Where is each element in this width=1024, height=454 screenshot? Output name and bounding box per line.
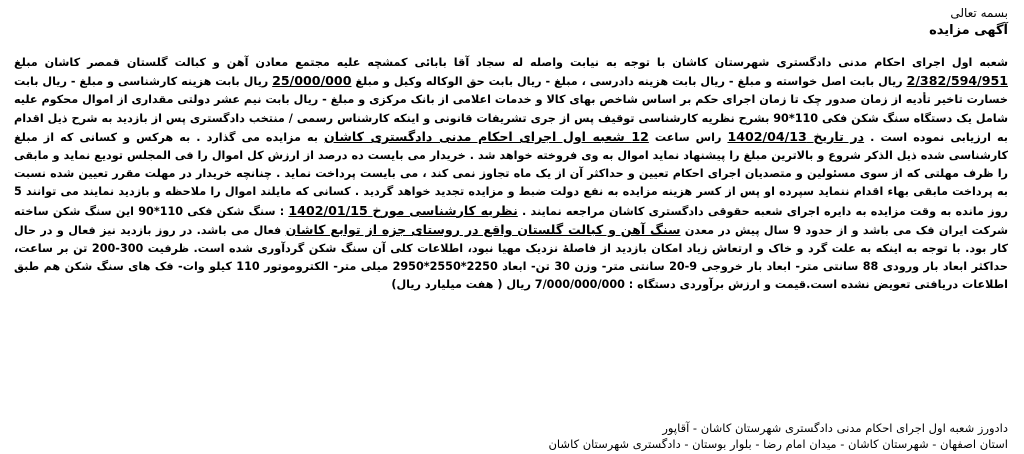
body-text-segment: شعبه اول اجرای احکام مدنی دادگستری شهرستان کاشان با توجه به نیابت واصله له سجاد آقا بابائی کمشچه علیه مجتمع معادن آهن و کبالت گلستان قمصر کاشان مبلغ xyxy=(14,56,1008,69)
expert-opinion-date: نظریه کارشناسی مورخ 1402/01/15 xyxy=(288,202,518,218)
principal-amount: 2/382/594/951 xyxy=(906,73,1008,89)
mine-location: سنگ آهن و کبالت گلستان واقع در روستای جزه از توابع کاشان xyxy=(285,221,681,237)
body-text-segment: ریال بابت اصل خواسته و مبلغ - ریال بابت هزینه دادرسی ، مبلغ - ریال بابت حق الوکاله وکیل و مبلغ xyxy=(351,75,907,89)
signature-line: دادورز شعبه اول اجرای احکام مدنی دادگستری شهرستان کاشان - آقاپور xyxy=(662,421,1008,435)
body-text-segment: به مزایده می گذارد . به هرکس و کسانی که از مبلغ کارشناسی شده ذیل الذکر شروع و بالاترین مبلغ را پیشنهاد نماید اموال به وی فروخته خواهد شد . خریدار می بایست ده درصد از ارزش کل اموال را فی المجلس تودیع نماید و مابقی را ظرف مهلتی که از سوی مسئولین و متصدیان اجرای احکام تعیین و حداکثر آن از یک ماه تجاوز نمی کند ، می بایست پرداخت نماید . چنانچه خریدار در مهلت مقرر تعیین شده نسبت به پرداخت مابقی بهاء اقدام ننماید سپرده او پس از کسر هزینه مزایده به نفع دولت ضبط و مزایده تجدید خواهد گردید . کسانی که مایلند اموال را ملاحظه و بازدید نمایند می توانند 5 روز مانده به وقت مزایده به دایره اجرای شعبه حقوقی دادگستری کاشان مراجعه نمایند . xyxy=(14,130,1008,218)
body-text-segment: : سنگ شکن فکی 110*90 این سنگ شکن ساخته‌ شرکت ایران فک می باشد و از حدود 9 سال پیش در معدن xyxy=(14,204,1008,237)
costs-amount: 25/000/000 xyxy=(272,73,352,89)
body-text-segment: ریال بابت هزینه کارشناسی و مبلغ - ریال بابت خسارت تاخیر تأدیه از زمان صدور چک تا زمان اجرای حکم بر اساس شاخص بهای کالا و خدمات اعلامی از بانک مرکزی و مبلغ - ریال بابت نیم عشر دولتی مقداری از اموال محکوم علیه شامل یک دستگاه سنگ شکن فکی 110*90 بشرح نظریه کارشناسی توقیف پس از جری تشریفات قانونی و اینکه کارشناس رسمی / منتخب دادگستری پس از بازدید به شرح ذیل اقدام به ارزیابی نموده است . xyxy=(14,75,1009,144)
auction-hour-branch: 12 شعبه اول اجرای احکام مدنی دادگستری کاشان xyxy=(324,128,649,144)
address-line: استان اصفهان - شهرستان کاشان - میدان امام رضا - بلوار بوستان - دادگستری شهرستان کاشان xyxy=(548,437,1008,451)
auction-date: در تاریخ 1402/04/13 xyxy=(727,128,865,144)
bismillah-heading: بسمه تعالی xyxy=(950,6,1008,20)
body-text-segment: راس ساعت xyxy=(648,130,728,144)
notice-body xyxy=(14,54,1008,295)
notice-title: آگهی مزایده xyxy=(929,23,1008,38)
body-text-segment: فعال می باشد. در روز بازدید نیز فعال و در حال کار بود. با توجه به اینکه به علت گرد و خاک و ارتعاش زیاد امکان بازدید از فاصلهٔ نزدیک مهیا نبود، اطلاعات کلی آن سنگ شکن گردآوری شده است. ظرفیت 300-200 تن بر ساعت، حداکثر ابعاد بار ورودی 88 سانتی متر- ابعاد بار خروجی 9-20 سانتی متر- وزن 30 تن- ابعاد 2250*2550*2950 میلی متر- الکتروموتور 110 کیلو وات- فک های سنگ شکن هم طبق اطلاعات دریافتی تعویض نشده است.قیمت و ارزش برآوردی دستگاه : 7/000/000/000 ریال ( هفت میلیارد ریال) xyxy=(14,223,1008,292)
